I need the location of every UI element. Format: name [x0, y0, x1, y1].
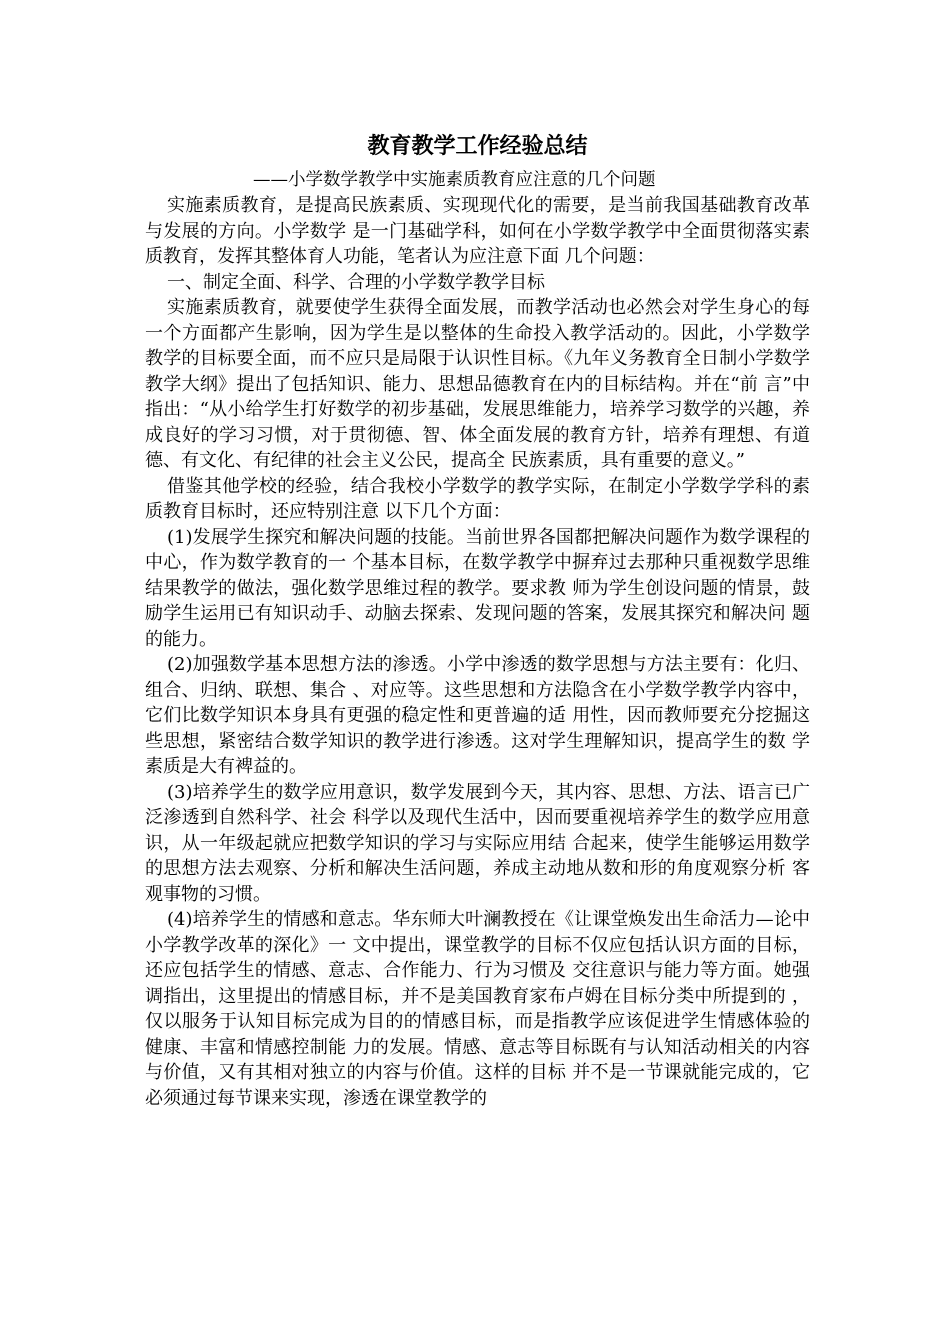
- document-subtitle: ——小学数学教学中实施素质教育应注意的几个问题: [253, 170, 656, 190]
- section-1-paragraph-1: 实施素质教育，就要使学生获得全面发展，而教学活动也必然会对学生身心的每一个方面都产生影响，因为学生是以整体的生命投入教学活动的。因此，小学数学教学的目标要全面，而不应只是局限于认识性目标。《九年义务教育全日制小学数学教学大纲》提出了包括知识、能力、思想品德教育在内的目标结构。并在“前 言”中指出：“从小给学生打好数学的初步基础，发展思维能力，培养学习数学的兴趣，养成良好的学习习惯，对于贯彻德、智、体全面发展的教育方针，培养有理想、有道德、有文化、有纪律的社会主义公民，提高全 民族素质，具有重要的意义。”: [145, 297, 810, 471]
- list-item-1: (1)发展学生探究和解决问题的技能。当前世界各国都把解决问题作为数学课程的中心，作为数学教育的一 个基本目标，在数学教学中摒弃过去那种只重视数学思维结果教学的做法，强化数学思维过程的教学。要求教 师为学生创设问题的情景，鼓励学生运用已有知识动手、动脑去探索、发现问题的答案，发展其探究和解决问 题的能力。: [145, 526, 810, 650]
- list-item-3: (3)培养学生的数学应用意识，数学发展到今天，其内容、思想、方法、语言已广泛渗透到自然科学、社会 科学以及现代生活中，因而要重视培养学生的数学应用意识，从一年级起就应把数学知识的学习与实际应用结 合起来，使学生能够运用数学的思想方法去观察、分析和解决生活问题，养成主动地从数和形的角度观察分析 客观事物的习惯。: [145, 781, 810, 905]
- list-item-4: (4)培养学生的情感和意志。华东师大叶澜教授在《让课堂焕发出生命活力—论中小学教学改革的深化》一 文中提出，课堂教学的目标不仅应包括认识方面的目标，还应包括学生的情感、意志、合作能力、行为习惯及 交往意识与能力等方面。她强调指出，这里提出的情感目标，并不是美国教育家布卢姆在目标分类中所提到的 ，仅以服务于认知目标完成为目的的情感目标，而是指教学应该促进学生情感体验的健康、丰富和情感控制能 力的发展。情感、意志等目标既有与认知活动相关的内容与价值，又有其相对独立的内容与价值。这样的目标 并不是一节课就能完成的，它必须通过每节课来实现，渗透在课堂教学的: [145, 909, 810, 1109]
- intro-paragraph: 实施素质教育，是提高民族素质、实现现代化的需要，是当前我国基础教育改革与发展的方向。小学数学 是一门基础学科，如何在小学数学教学中全面贯彻落实素质教育，发挥其整体育人功能，笔者认为应注意下面 几个问题：: [145, 195, 810, 267]
- document-title: 教育教学工作经验总结: [367, 134, 588, 159]
- document-page: [145, 132, 810, 1111]
- section-1-heading: 一、制定全面、科学、合理的小学数学教学目标: [167, 271, 545, 293]
- section-1-paragraph-2: 借鉴其他学校的经验，结合我校小学数学的教学实际，在制定小学数学学科的素质教育目标时，还应特别注意 以下几个方面：: [145, 475, 810, 522]
- list-item-2: (2)加强数学基本思想方法的渗透。小学中渗透的数学思想与方法主要有：化归、组合、归纳、联想、集合 、对应等。这些思想和方法隐含在小学数学教学内容中，它们比数学知识本身具有更强的稳定性和更普遍的适 用性，因而教师要充分挖掘这些思想，紧密结合数学知识的教学进行渗透。这对学生理解知识，提高学生的数 学素质是大有裨益的。: [145, 654, 810, 777]
